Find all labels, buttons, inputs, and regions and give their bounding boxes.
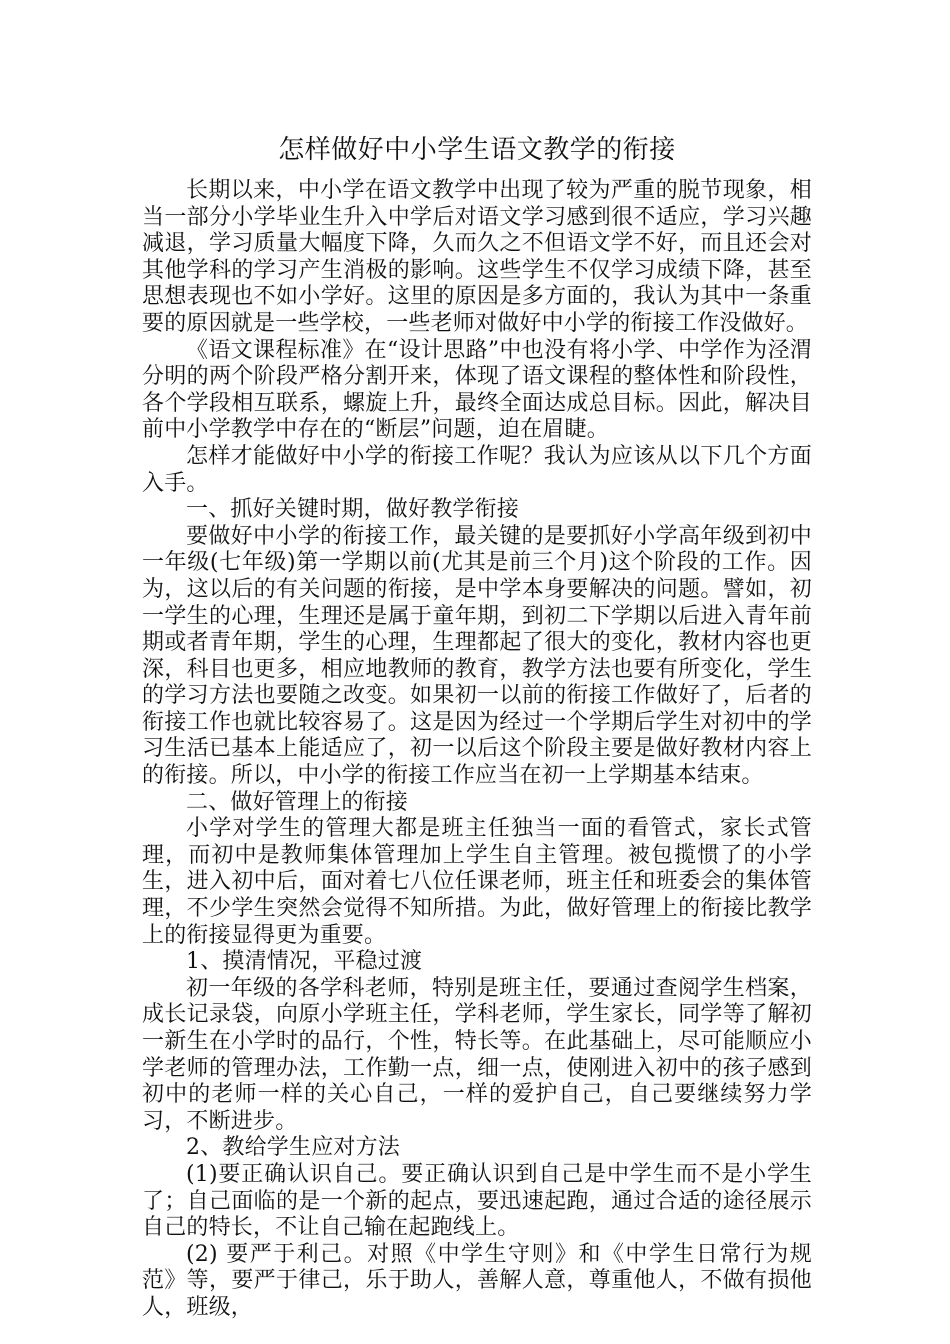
paragraph-management: 小学对学生的管理大都是班主任独当一面的看管式，家长式管理，而初中是教师集体管理加上学生自主管理。被包揽惯了的小学生，进入初中后，面对着七八位任课老师，班主任和班委会的集体管理，不少学生突然会觉得不知所措。为此，做好管理上的衔接比教学上的衔接显得更为重要。: [142, 816, 812, 948]
document-body: [142, 132, 812, 1322]
section-heading-1: 一、抓好关键时期，做好教学衔接: [186, 497, 520, 523]
list-item-1: (1)要正确认识自己。要正确认识到自己是中学生而不是小学生了；自己面临的是一个新的起点，要迅速起跑，通过合适的途径展示自己的特长，不让自己输在起跑线上。: [142, 1161, 812, 1241]
paragraph-understand-situation: 初一年级的各学科老师，特别是班主任，要通过查阅学生档案，成长记录袋，向原小学班主任，学科老师，学生家长，同学等了解初一新生在小学时的品行，个性，特长等。在此基础上，尽可能顺应小学老师的管理办法，工作勤一点，细一点，使刚进入初中的孩子感到初中的老师一样的关心自己，一样的爱护自己，自己要继续努力学习，不断进步。: [142, 975, 812, 1134]
subsection-heading-2: 2、教给学生应对方法: [186, 1135, 400, 1161]
paragraph-question: 怎样才能做好中小学的衔接工作呢？我认为应该从以下几个方面入手。: [142, 443, 812, 496]
paragraph-teaching-transition: 要做好中小学的衔接工作，最关键的是要抓好小学高年级到初中一年级(七年级)第一学期以前(尤其是前三个月)这个阶段的工作。因为，这以后的有关问题的衔接，是中学本身要解决的问题。譬如，初一学生的心理，生理还是属于童年期，到初二下学期以后进入青年前期或者青年期，学生的心理，生理都起了很大的变化，教材内容也更深，科目也更多，相应地教师的教育，教学方法也要有所变化，学生的学习方法也要随之改变。如果初一以前的衔接工作做好了，后者的衔接工作也就比较容易了。这是因为经过一个学期后学生对初中的学习生活已基本上能适应了，初一以后这个阶段主要是做好教材内容上的衔接。所以，中小学的衔接工作应当在初一上学期基本结束。: [142, 523, 812, 789]
paragraph-intro: 长期以来，中小学在语文教学中出现了较为严重的脱节现象，相当一部分小学毕业生升入中学后对语文学习感到很不适应，学习兴趣减退，学习质量大幅度下降，久而久之不但语文学不好，而且还会对其他学科的学习产生消极的影响。这些学生不仅学习成绩下降，甚至思想表现也不如小学好。这里的原因是多方面的，我认为其中一条重要的原因就是一些学校，一些老师对做好中小学的衔接工作没做好。: [142, 178, 812, 336]
section-heading-2: 二、做好管理上的衔接: [186, 789, 409, 815]
list-item-2: (2) 要严于利己。对照《中学生守则》和《中学生日常行为规范》等，要严于律己，乐于助人，善解人意，尊重他人，不做有损他人，班级，: [142, 1241, 812, 1320]
paragraph-curriculum-standard: 《语文课程标准》在“设计思路”中也没有将小学、中学作为泾渭分明的两个阶段严格分割开来，体现了语文课程的整体性和阶段性，各个学段相互联系，螺旋上升，最终全面达成总目标。因此，解决目前中小学教学中存在的“断层”问题，迫在眉睫。: [142, 337, 812, 443]
subsection-heading-1: 1、摸清情况，平稳过渡: [186, 949, 423, 975]
document-title: 怎样做好中小学生语文教学的衔接: [278, 135, 676, 165]
